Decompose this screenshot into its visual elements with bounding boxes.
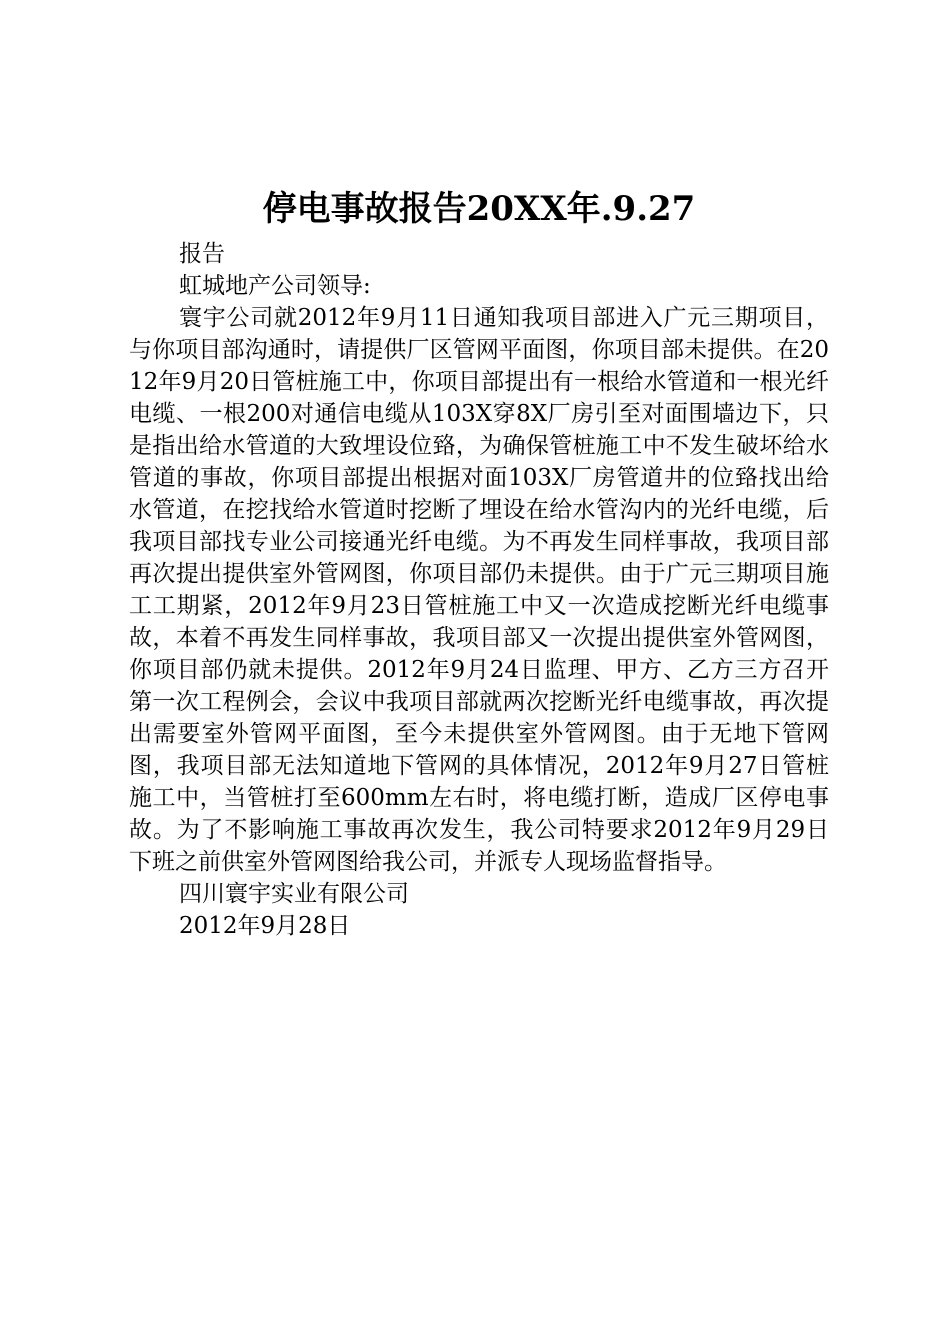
report-body: 寰宇公司就2012年9月11日通知我项目部进入广元三期项目，与你项目部沟通时，请提供厂区管网平面图，你项目部未提供。在2012年9月20日管桩施工中，你项目部提出有一根给水管道和一根光纤电缆、一根200对通信电缆从103X穿8X厂房引至对面围墙边下，只是指出给水管道的大致埋设位臵，为确保管桩施工中不发生破坏给水管道的事故，你项目部提出根据对面103X厂房管道井的位臵找出给水管道，在挖找给水管道时挖断了埋设在给水管沟内的光纤电缆，后我项目部找专业公司接通光纤电缆。为不再发生同样事故，我项目部再次提出提供室外管网图，你项目部仍未提供。由于广元三期项目施工工期紧，2012年9月23日管桩施工中又一次造成挖断光纤电缆事故，本着不再发生同样事故，我项目部又一次提出提供室外管网图，你项目部仍就未提供。2012年9月24日监理、甲方、乙方三方召开第一次工程例会，会议中我项目部就两次挖断光纤电缆事故，再次提出需要室外管网平面图，至今未提供室外管网图。由于无地下管网图，我项目部无法知道地下管网的具体情况，2012年9月27日管桩施工中，当管桩打至600mm左右时，将电缆打断，造成厂区停电事故。为了不影响施工事故再次发生，我公司特要求2012年9月29日下班之前供室外管网图给我公司，并派专人现场监督指导。 [129, 305, 829, 875]
document-title: 停电事故报告20XX年.9.27 [262, 189, 696, 229]
document-content [129, 186, 829, 942]
heading-label: 报告 [179, 241, 225, 267]
signature-company: 四川寰宇实业有限公司 [179, 881, 409, 907]
signature-date: 2012年9月28日 [179, 913, 351, 939]
recipient-line: 虹城地产公司领导: [179, 273, 371, 299]
